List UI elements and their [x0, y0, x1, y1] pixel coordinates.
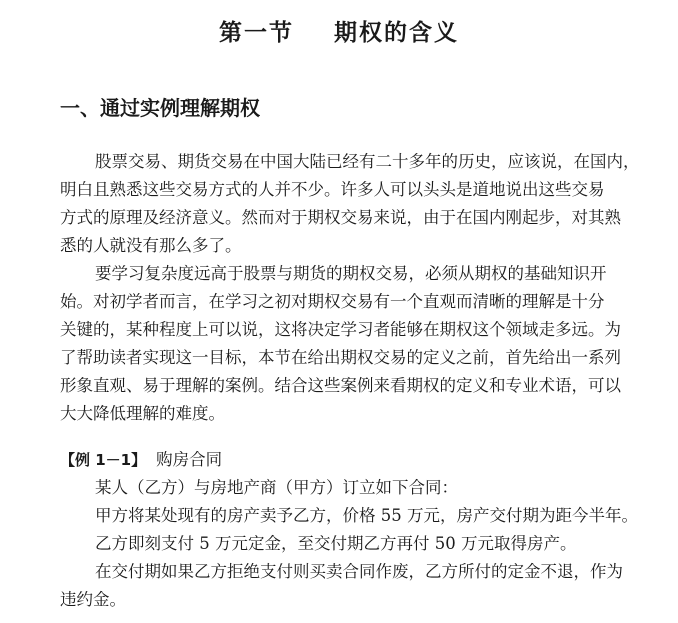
example-title: 购房合同 — [156, 450, 223, 469]
paragraph-line: 形象直观、易于理解的案例。结合这些案例来看期权的定义和专业术语，可以 — [60, 376, 621, 395]
paragraph-line: 了帮助读者实现这一目标，本节在给出期权交易的定义之前，首先给出一系列 — [60, 348, 621, 367]
example-line: 甲方将某处现有的房产卖予乙方，价格 55 万元，房产交付期为距今半年。 — [95, 506, 638, 525]
section-heading: 一、通过实例理解期权 — [60, 96, 260, 120]
paragraph-line: 关键的，某种程度上可以说，这将决定学习者能够在期权这个领域走多远。为 — [60, 320, 621, 339]
paragraph-line: 方式的原理及经济意义。然而对于期权交易来说，由于在国内刚起步，对其熟 — [60, 208, 621, 227]
chapter-title: 第一节 期权的含义 — [218, 20, 460, 46]
paragraph-line: 大大降低理解的难度。 — [60, 404, 225, 423]
paragraph-line: 要学习复杂度远高于股票与期货的期权交易，必须从期权的基础知识开 — [95, 264, 607, 283]
paragraph-line: 明白且熟悉这些交易方式的人并不少。许多人可以头头是道地说出这些交易 — [60, 180, 605, 199]
example-line: 某人（乙方）与房地产商（甲方）订立如下合同： — [95, 478, 458, 497]
example-line: 乙方即刻支付 5 万元定金，至交付期乙方再付 50 万元取得房产。 — [95, 534, 577, 553]
example-line: 在交付期如果乙方拒绝支付则买卖合同作废，乙方所付的定金不退，作为 — [95, 562, 623, 581]
paragraph-line: 悉的人就没有那么多了。 — [60, 236, 242, 255]
paragraph-line: 始。对初学者而言，在学习之初对期权交易有一个直观而清晰的理解是十分 — [60, 292, 605, 311]
example-line: 违约金。 — [60, 590, 126, 609]
example-heading — [60, 450, 222, 470]
paragraph-line: 股票交易、期货交易在中国大陆已经有二十多年的历史，应该说，在国内， — [95, 152, 640, 171]
example-tag: 【例 1－1】 — [60, 451, 147, 469]
